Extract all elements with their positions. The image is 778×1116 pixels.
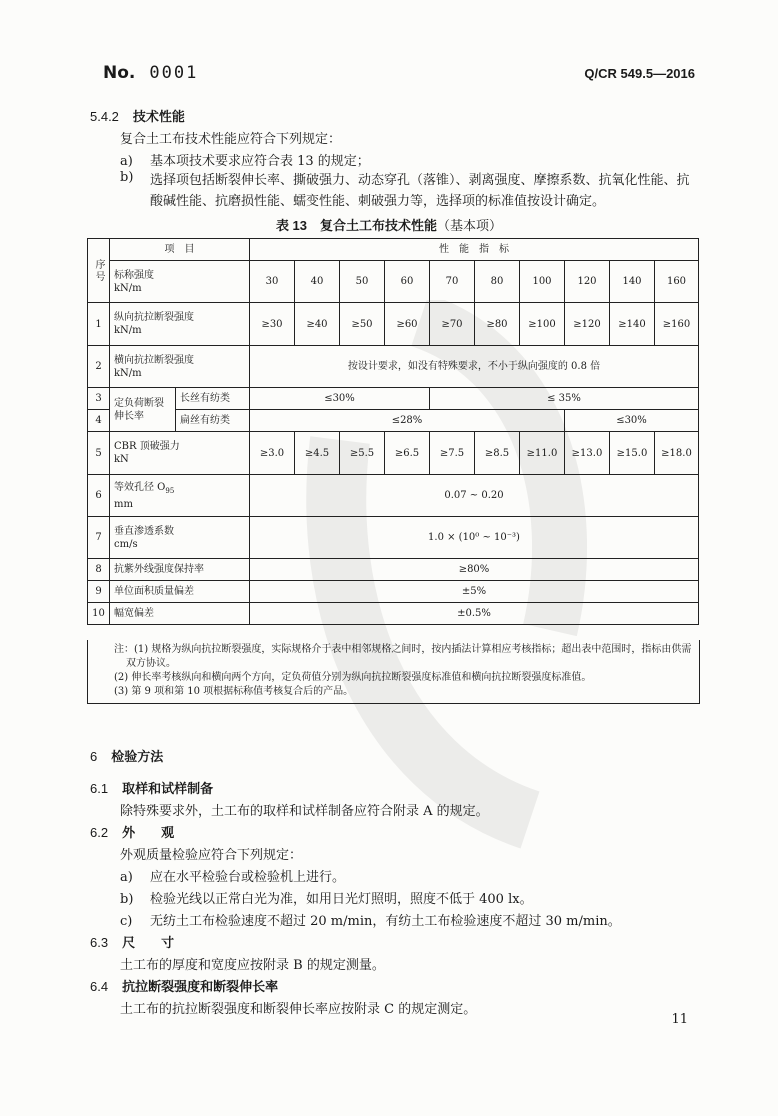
table-row <box>88 261 699 303</box>
table-cell: ≥160 <box>655 303 699 346</box>
label-text: 垂直渗透系数 <box>114 525 174 537</box>
table-row <box>88 475 699 517</box>
table-cell: 0.07 ~ 0.20 <box>250 475 699 517</box>
note-item: 注：(1) 规格为纵向抗拉断裂强度，实际规格介于表中相邻规格之间时，按内插法计算相应考核指标；超出表中范围时，指标由供需双方协议。 <box>114 644 692 669</box>
label-text: CBR 顶破强力 <box>114 441 180 452</box>
section-title: 检验方法 <box>111 749 164 764</box>
table-cell: 50 <box>340 261 385 303</box>
section-number: 6.3 <box>90 935 109 950</box>
table-row <box>88 346 699 388</box>
row-number: 8 <box>88 559 110 581</box>
list-item <box>120 170 700 212</box>
table-notes <box>87 640 700 704</box>
note-item: (3) 第 9 项和第 10 项根据标称值考核复合后的产品。 <box>114 686 354 697</box>
row-number: 3 <box>88 388 110 410</box>
list-item <box>120 150 370 169</box>
header-seq: 序号 <box>88 239 110 303</box>
table-cell: ≥8.5 <box>475 432 520 475</box>
unit-text: cm/s <box>114 538 138 550</box>
table-cell: ≥4.5 <box>295 432 340 475</box>
table-cell: ≥80 <box>475 303 520 346</box>
table-cell: ≥15.0 <box>610 432 655 475</box>
document-number-value: 0001 <box>149 63 199 83</box>
table-cell: 按设计要求，如没有特殊要求，不小于纵向强度的 0.8 倍 <box>250 346 699 388</box>
label-subscript: 95 <box>165 486 175 495</box>
table-cell: 120 <box>565 261 610 303</box>
table-row <box>88 559 699 581</box>
row-label <box>110 475 250 517</box>
table-caption-title: 复合土工布技术性能 <box>320 218 438 233</box>
table-cell: ≥40 <box>295 303 340 346</box>
section-title: 抗拉断裂强度和断裂伸长率 <box>122 979 279 994</box>
row-label: 幅宽偏差 <box>110 603 250 625</box>
note-item: (2) 伸长率考核纵向和横向两个方向，定负荷值分别为纵向抗拉断裂强度标准值和横向抗拉断裂强度标准值。 <box>114 672 592 683</box>
table-row <box>88 517 699 559</box>
spec-table <box>87 238 699 625</box>
table-cell: 140 <box>610 261 655 303</box>
page-number: 11 <box>671 1012 688 1027</box>
row-label <box>110 432 250 475</box>
table-cell: 160 <box>655 261 699 303</box>
list-text: 应在水平检验台或检验机上进行。 <box>150 870 346 885</box>
list-label: c) <box>120 914 133 929</box>
table-cell: ≥18.0 <box>655 432 699 475</box>
paragraph: 外观质量检验应符合下列规定： <box>120 848 303 863</box>
unit-text: kN <box>114 454 129 465</box>
row-number: 9 <box>88 581 110 603</box>
header-item: 项 目 <box>110 239 250 261</box>
row-label <box>110 303 250 346</box>
list-label: a) <box>120 154 133 169</box>
section-number: 6.2 <box>90 825 109 840</box>
table-cell: ≥120 <box>565 303 610 346</box>
table-cell: 30 <box>250 261 295 303</box>
list-item <box>120 888 533 907</box>
section-title: 取样和试样制备 <box>122 781 214 796</box>
unit-text: kN/m <box>114 367 142 379</box>
section-6-heading <box>90 746 163 765</box>
row-number: 4 <box>88 410 110 432</box>
unit-text: kN/m <box>114 282 142 294</box>
row-number: 2 <box>88 346 110 388</box>
list-text: 无纺土工布检验速度不超过 20 m/min，有纺土工布检验速度不超过 30 m/min。 <box>150 914 621 929</box>
sub-label: 长丝有纺类 <box>176 388 250 410</box>
table-cell: ≥6.5 <box>385 432 430 475</box>
table-cell: ≥100 <box>520 303 565 346</box>
section-5-4-2-heading <box>90 106 185 125</box>
table-cell: ≥60 <box>385 303 430 346</box>
row-number: 6 <box>88 475 110 517</box>
label-text: 等效孔径 O <box>114 481 166 493</box>
table-cell: ≥11.0 <box>520 432 565 475</box>
table-header-row <box>88 239 699 261</box>
section-number: 5.4.2 <box>90 109 119 124</box>
table-cell: ≥5.5 <box>340 432 385 475</box>
section-number: 6 <box>90 749 98 764</box>
unit-text: kN/m <box>114 325 142 336</box>
table-cell: ≥50 <box>340 303 385 346</box>
sub-label: 扁丝有纺类 <box>176 410 250 432</box>
standard-code: Q/CR 549.5—2016 <box>584 66 695 81</box>
table-cell: 1.0 × (10⁰ ~ 10⁻³) <box>250 517 699 559</box>
table-cell: ≤30% <box>565 410 699 432</box>
row-number: 5 <box>88 432 110 475</box>
table-cell: 60 <box>385 261 430 303</box>
group-label: 定负荷断裂伸长率 <box>110 388 176 432</box>
table-caption-number: 表 13 <box>275 218 308 233</box>
section-6-4-heading <box>90 976 278 995</box>
table-cell: ≥140 <box>610 303 655 346</box>
table-cell: ≤30% <box>250 388 430 410</box>
row-label: 单位面积质量偏差 <box>110 581 250 603</box>
list-label: a) <box>120 870 133 885</box>
row-label: 抗紫外线强度保持率 <box>110 559 250 581</box>
table-cell: ±5% <box>250 581 699 603</box>
table-caption-suffix: （基本项） <box>437 218 503 233</box>
header-performance: 性 能 指 标 <box>250 239 699 261</box>
table-cell: 80 <box>475 261 520 303</box>
paragraph: 复合土工布技术性能应符合下列规定： <box>120 132 342 147</box>
table-cell: ≥70 <box>430 303 475 346</box>
table-cell: ≤28% <box>250 410 565 432</box>
table-row <box>88 388 699 410</box>
table-cell: ±0.5% <box>250 603 699 625</box>
section-title: 尺 寸 <box>122 935 175 950</box>
section-number: 6.1 <box>90 781 109 796</box>
table-cell: 70 <box>430 261 475 303</box>
list-text: 基本项技术要求应符合表 13 的规定； <box>150 154 370 169</box>
paragraph: 土工布的厚度和宽度应按附录 B 的规定测量。 <box>120 958 385 973</box>
row-label <box>110 261 250 303</box>
row-number: 10 <box>88 603 110 625</box>
table-cell: 40 <box>295 261 340 303</box>
section-6-2-heading <box>90 822 174 841</box>
list-item <box>120 910 621 929</box>
row-number: 7 <box>88 517 110 559</box>
label-text: 纵向抗拉断裂强度 <box>114 312 194 323</box>
section-title: 技术性能 <box>132 109 185 124</box>
section-number: 6.4 <box>90 979 109 994</box>
table-row <box>88 603 699 625</box>
table-cell: ≤ 35% <box>430 388 699 410</box>
section-6-3-heading <box>90 932 174 951</box>
table-cell: 100 <box>520 261 565 303</box>
table-cell: ≥30 <box>250 303 295 346</box>
section-6-1-heading <box>90 778 213 797</box>
paragraph: 土工布的抗拉断裂强度和断裂伸长率应按附录 C 的规定测定。 <box>120 1002 477 1017</box>
row-label <box>110 517 250 559</box>
table-caption <box>0 215 778 234</box>
unit-text: mm <box>114 498 133 510</box>
table-cell: ≥3.0 <box>250 432 295 475</box>
table-row <box>88 303 699 346</box>
list-text: 检验光线以正常白光为准，如用日光灯照明，照度不低于 400 lx。 <box>150 892 533 907</box>
document-number-label: No. <box>103 63 136 83</box>
table-cell: ≥7.5 <box>430 432 475 475</box>
table-row <box>88 581 699 603</box>
row-label <box>110 346 250 388</box>
label-text: 横向抗拉断裂强度 <box>114 354 194 366</box>
list-item <box>120 866 345 885</box>
document-number <box>103 63 198 83</box>
table-row <box>88 410 699 432</box>
table-cell: ≥80% <box>250 559 699 581</box>
table-cell: ≥13.0 <box>565 432 610 475</box>
list-text: 选择项包括断裂伸长率、撕破强力、动态穿孔（落锥）、剥离强度、摩擦系数、抗氧化性能、抗酸碱性能、抗磨损性能、蠕变性能、刺破强力等，选择项的标准值按设计确定。 <box>150 173 690 209</box>
paragraph: 除特殊要求外，土工布的取样和试样制备应符合附录 A 的规定。 <box>120 804 489 819</box>
section-title: 外 观 <box>122 825 175 840</box>
list-label: b) <box>120 892 134 907</box>
row-number: 1 <box>88 303 110 346</box>
label-text: 标称强度 <box>114 269 154 281</box>
table-row <box>88 432 699 475</box>
list-label: b) <box>120 170 134 185</box>
